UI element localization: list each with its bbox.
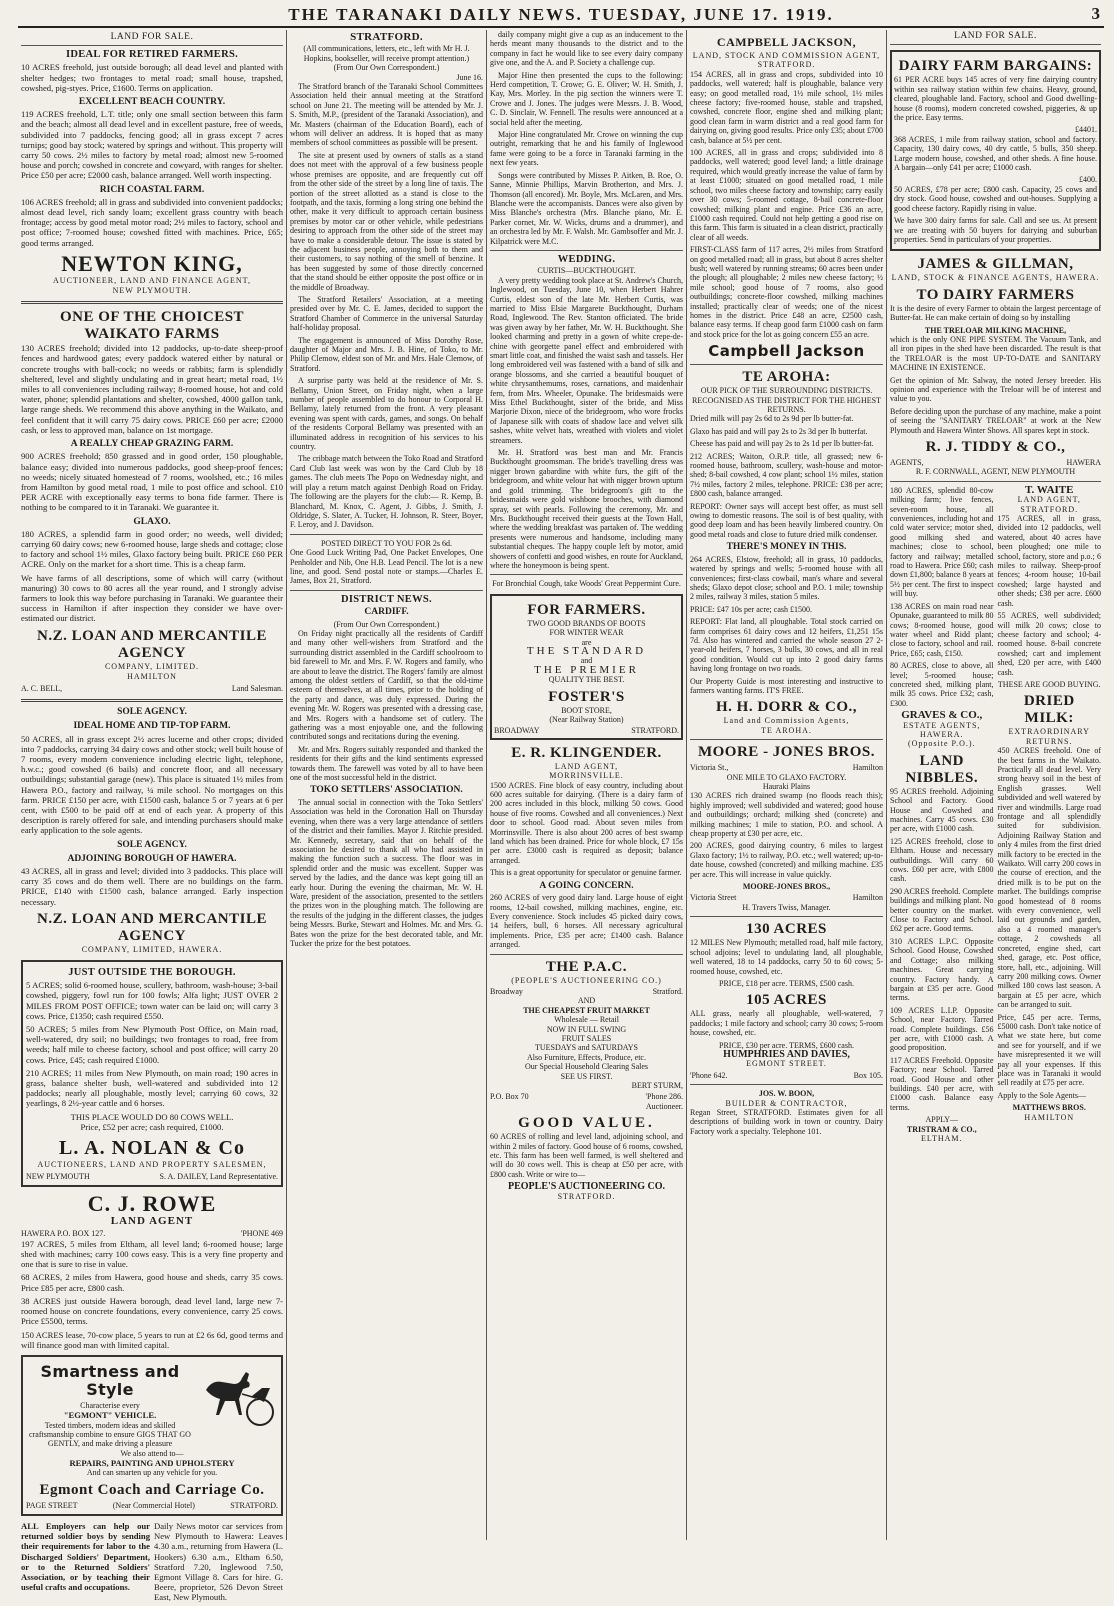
agent-name: NEWTON KING, (61, 250, 243, 276)
ad-text: 210 ACRES; 11 miles from New Plymouth, on main road; 190 acres in grass, balance shelter bush, well-watered and subdivided into 12 paddocks; nearly all ploughable, mostly level; carrying 60 cows, 32 yearlings, 8 2½-year cattle and 6 horses. (26, 1067, 278, 1109)
masthead (18, 4, 1104, 28)
divider (290, 590, 483, 591)
agent-name: JOS. W. BOON, (758, 1089, 815, 1099)
paragraph: Songs were contributed by Misses P. Aitken, B. Roe, O. Sanne, Minnie Phillips, Marvin Brotherton, and Mrs. J. Thomson (all encored). Mr. Boyle, Mrs. McLaren, and Mrs. Blanche were the accompanists. Dances were also given by Miss Blanche's orchestra (Mrs. Blanche piano, Mr. E. Parker cornet, Mr. W. Wicks, drums and a drummer), and an orchestra led by Mr. F. Walsh. Mr. Gambsoffer and Mr. J. Kilpatrick were M.C. (490, 170, 683, 246)
agent-name: E. R. KLINGENDER. (511, 744, 662, 761)
ad-text: BERT STURM, (631, 1081, 683, 1090)
ad-heading: LAND NIBBLES. (905, 752, 979, 786)
article-body (290, 82, 483, 530)
agent-town: HAMILTON (127, 671, 177, 681)
ad-text: 450 ACRES freehold. One of the best farms in the Waikato. Practically all dead level. Very strong heavy soil in the best of English grasses. Well subdivided and well watered by river and windmills. Large road frontage and all splendidly suited for subdivision. Adjoining Railway Station and only 4 miles from the first dried milk factory to be erected in the Waikato. Will carry 200 cows in the course of erection, and the dried milk is to be put on the market. The buildings comprise good homestead of 8 rooms with every convenience, well laid out grounds and garden, also a 4 roomed manager's cottage, 2 cowsheds all concreted, engine shed, cart shed, garage, etc. Post office, store, hall, etc., adjoining. Will carry 200 milking cows. Owner milked 180 cows last season. A bargain at £5 per acre, which can be arranged to suit. (997, 746, 1101, 1010)
ad-text: 900 ACRES freehold; 850 grassed and in good order, 150 ploughable, balance easy; divided into numerous paddocks, good sheep-proof fences; no weeds; nicely situated homestead of 7 rooms, woolshed, etc.; 16 miles from Hamilton by good metal road, 1 mile to post office and school. £10 PER ACRE with exceptionally easy terms to bona fide farmer. There is nothing to be compared to it in Taranaki. We guarantee it. (21, 451, 283, 513)
agent-address (494, 726, 679, 735)
egmont-top (26, 1360, 278, 1449)
column-3 (486, 30, 686, 1540)
ad-text: and (580, 656, 593, 666)
ad-text: 55 ACRES, well subdivided; will milk 20 cows; close to cheese factory and school; 4-roomed house. 8-bail concrete cowshed; cart and implement shed, £20 per acre, with £400 cash. (997, 611, 1101, 677)
ad-text: 212 ACRES; Waiton, O.R.P. title, all grassed; new 6-roomed house, bathroom, scullery, wash-house and motor-shed; 8-bail cowshed, 4 cow plant; school 1½ miles, station 7½ miles, factory 2 miles, telephone. PRICE: £38 per acre; £800 cash, balance arranged. (690, 451, 883, 499)
agent-subtitle: R. F. CORNWALL, AGENT, NEW PLYMOUTH (915, 467, 1076, 477)
ad-text: Get the opinion of Mr. Salway, the noted Jersey breeder. His opinion and experience with the Treloar will be of interest and value to you. (890, 375, 1101, 404)
ad-text: Our Property Guide is most interesting and instructive to farmers wanting farms. IT'S FREE. (690, 676, 883, 695)
ad-text: For Bronchial Cough, take Woods' Great Peppermint Cure. (492, 579, 681, 589)
article-subheading: TOKO SETTLERS' ASSOCIATION. (310, 785, 463, 796)
ad-text: Daily News motor car services from New Plymouth to Hawera: Leaves 4.30 a.m., returning from Hawera (L. Hookers) 6.30 a.m., Eltham 6.50, Stratford 7.20, Inglewood 7.50, Egmont Village 8. Cars for hire. G. Beere, proprietor, 526 Devon Street East, New Plymouth. (154, 1520, 283, 1603)
ad-text: Cheese has paid and will pay 2s to 2s 1d per lb butter-fat. (690, 439, 874, 449)
ad-text: 100 ACRES, all in grass and crops; subdivided into 8 paddocks, well watered; good level land; a little drainage required, which would greatly increase the value of farm by at least £1000; situated on good metalled road, 1 mile school, two miles cheese factory and township; carry easily over 30 cows; 5-roomed cottage, 8-bail concrete-floor cowshed; milking plant and engine. Price £36 an acre, £1000 cash required. Could not help getting a good rise on this farm. This farm is situated in a clean district, practically clear of all weeds. (690, 148, 883, 242)
ad-text: FOR WINTER WEAR (549, 628, 624, 638)
ad-text: 180 ACRES, a splendid farm in good order; no weeds, well divided; carrying 60 dairy cows; new 6-roomed house, large sheds and cottage; close to factory and school 1½ miles, Glaxo factory being built. PRICE £60 PER ACRE. Only on the market for a short time. This is a cheap farm. (21, 528, 283, 570)
agent-name: R. J. TIDDY & CO., (925, 439, 1066, 455)
phone: 'Phone 286. (645, 1092, 683, 1102)
salesman-role: Land Salesman. (231, 683, 283, 693)
agent-name: T. WAITE (1024, 483, 1074, 496)
po-box: P.O. Box 70 (490, 1092, 529, 1102)
agent-subtitle: COMPANY, LIMITED. (104, 661, 200, 671)
agent-town: TE AROHA. (761, 725, 812, 735)
ad-heading: GLAXO. (133, 516, 171, 527)
agent-signature (21, 684, 283, 694)
agent-subtitle: BUILDER & CONTRACTOR, (725, 1098, 848, 1108)
po-box: Box 105. (853, 1070, 883, 1080)
ad-text: SEE US FIRST. (560, 1071, 613, 1081)
ad-text: REPAIRS, PAINTING AND UPHOLSTERY (69, 1458, 235, 1469)
agent-subtitle: AUCTIONEER, LAND AND FINANCE AGENT, (53, 275, 251, 285)
ad-text: 68 ACRES, 2 miles from Hawera, good house and sheds, carry 35 cows. Price £85 per acre, £800 cash. (21, 1272, 283, 1293)
divider (290, 534, 483, 535)
ad-text: £400. (1079, 175, 1097, 185)
agent-name: FOSTER'S (548, 688, 625, 705)
ad-text: PRICE, £18 per acre. TERMS, £500 cash. (719, 978, 854, 988)
agent-subtitle: LAND AGENT (110, 1215, 194, 1228)
agent-subtitle: LAND, STOCK & FINANCE AGENTS, HAWERA. (891, 273, 1100, 283)
column-1 (18, 30, 286, 1603)
ad-heading: ONE OF THE CHOICEST WAIKATO FARMS (59, 309, 245, 343)
agent-name: JAMES & GILLMAN, (917, 256, 1074, 273)
article-subheading: CURTIS—BUCKTHOUGHT. (537, 266, 636, 276)
ad-text: are (581, 637, 592, 647)
agent-contact (21, 1229, 283, 1239)
ad-text: Apply to the Sole Agents— (997, 1090, 1086, 1100)
ad-text: BOOT STORE, (561, 705, 612, 715)
ad-text: Regan Street, STRATFORD. Estimates given for all descriptions of building work in town or country. Dairy Factory work a specialty. Telephone 101. (690, 1107, 883, 1136)
agent-subtitle: (PEOPLE'S AUCTIONEERING CO.) (511, 975, 662, 985)
ad-text: It is the desire of every Farmer to obtain the largest percentage of Butter-fat. He can make certain of doing so by installing (890, 303, 1101, 323)
street: Victoria Street (690, 893, 737, 903)
agent-name: Egmont Coach and Carriage Co. (39, 1481, 265, 1498)
agent-role: AGENTS, (890, 458, 924, 467)
brand-standard: THE STANDARD (526, 644, 647, 657)
ad-text: OUR PICK OF THE SURROUNDING DISTRICTS. (700, 386, 873, 396)
ad-text: 60 ACRES of rolling and level land, adjoining school, and within 2 miles of factory. Good house of 6 rooms, cowshed, etc. This farm has been well farmed, is well sheltered and will do 30 cows well. This is cheap at £50 per acre, with £800 cash. Write or wire to— (490, 1132, 683, 1179)
agent-town: NEW PLYMOUTH (26, 1172, 90, 1182)
article-note: (All communications, letters, etc., left with Mr H. J. Hopkins, bookseller, will receive prompt attention.) (303, 44, 470, 63)
divider (690, 1084, 883, 1085)
article-heading: WEDDING. (557, 253, 616, 265)
ad-text: 200 ACRES, good dairying country, 6 miles to largest Glaxo factory; 1½ to railway, P.O. etc.; well watered; up-to-date house, cowshed (concreted) and milking machine. £35 per acre. This will increase in value quickly. (690, 841, 883, 879)
section-header: LAND FOR SALE. (21, 30, 283, 46)
ad-heading: A GOING CONCERN. (539, 880, 634, 891)
article-heading: DISTRICT NEWS. (341, 593, 432, 605)
ad-text: 138 ACRES on main road near Opunake, guaranteed to milk 80 cows; 8-roomed house, good water wheel and Ridd plant; close to factory, school and rail. Price, £65; cash, £150. (890, 601, 994, 658)
column-2 (286, 30, 486, 1540)
ad-text: ALL grass, nearly all ploughable, well-watered, 7 paddocks; 1 mile factory and school; carry 30 cows; 5-room house, cowshed, etc. (690, 1009, 883, 1038)
agent-town: HAMILTON (1024, 1112, 1075, 1122)
phone: 'PHONE 469 (240, 1228, 283, 1238)
ad-box-farmers (490, 594, 683, 740)
two-col-lower (890, 483, 1101, 1144)
agent-town: STRATFORD. (557, 1191, 616, 1201)
ad-heading: RICH COASTAL FARM. (99, 184, 205, 195)
ad-text: PRICE, £30 per acre. TERMS, £600 cash. (719, 1040, 854, 1050)
agent-name: CAMPBELL JACKSON, (716, 35, 857, 49)
ad-text: Before deciding upon the purchase of any machine, make a point of seeing the "SANITARY TRELOAR" at work at the New Plymouth and Hawera Winter Shows. All spares kept in stock. (890, 406, 1101, 435)
ad-text: THIS PLACE WOULD DO 80 COWS WELL. (70, 1111, 234, 1122)
agent-town: MORRINSVILLE. (549, 771, 624, 781)
bottom-ads (21, 1521, 283, 1606)
street: BROADWAY (494, 726, 540, 736)
ad-text: 260 ACRES of very good dairy land. Large house of eight rooms, 12-bail cowshed, milking machines, engine, etc. Every convenience. Stock includes 45 picked dairy cows, 14 heifers, bull, 6 horses. All necessary agricultural implements. Price, £35 per acre; £1400 cash. Balance arranged. (490, 893, 683, 950)
divider (21, 301, 283, 304)
agent-name: Campbell Jackson (708, 342, 865, 361)
ad-heading: IDEAL FOR RETIRED FARMERS. (65, 49, 239, 61)
ad-text: We have farms of all descriptions, some of which will carry (without manuring) 30 cows to 80 acres all the year round, and I strongly advise farmers to look this way before purchasing in Taranaki. We guarantee their success in Hamilton if after inspection they consider we have over-estimated our district. (21, 572, 283, 624)
ad-heading: ADJOINING BOROUGH OF HAWERA. (67, 853, 237, 864)
ad-text: 154 ACRES, all in grass and crops, subdivided into 10 paddocks, well watered; half is ploughable, balance very easy; on good metalled road, 1½ mile school, 1½ miles cheese factory; five-roomed house, stable and trapshed, cowshed, concrete floor, engine shed and milking plant; good clean farm in warm district and a real good farm for dairying on, giving good results. Price only £35; about £700 cash, balance at 5½ per cent. (690, 69, 883, 145)
ad-text: 80 ACRES, close to above, all level; 5-roomed house; concreted shed, milking plant, milk 35 cows. Price £32; cash, £300. (890, 661, 994, 708)
ad-text: QUALITY THE BEST. (548, 675, 625, 685)
agent-name: H. H. DORR & CO., (716, 699, 857, 716)
ad-text: Wholesale — Retail (554, 1015, 619, 1025)
ad-text: This is a great opportunity for speculator or genuine farmer. (490, 868, 682, 878)
ad-text: 50 ACRES, all in grass except 2½ acres lucerne and other crops; divided into 7 paddocks, carrying 34 dairy cows and other stock; well built house of 7 rooms, every modern convenience including electric light, telephone, h.w.c.; good cowshed (6 bails) and concrete floor, and all necessary outbuildings; substantial garage (new). This place is situated 1½ miles from Hawera P.O., factory and railway, ¼ mile school. No mortgages on this farm. PRICE £150 per acre, with £1500 cash, balance 5 or 7 years at 6 per cent, with £500 to be paid off at end of each year. A property of this description is rarely offered for sale, and intending purchasers should make early application to the sole agents. (21, 733, 283, 836)
ad-heading: DRIED MILK: (1023, 693, 1075, 727)
article-body (490, 276, 683, 571)
ad-text: We have 300 dairy farms for sale. Call and see us. At present we are treating with 50 buyers for dairying and suburban properties. Send in particulars of your properties. (894, 216, 1097, 244)
paragraph: Mr. H. Stratford was best man and Mr. Francis Buckthought groomsman. The bride's travelling dress was nigger brown gabardine with white furs, the gift of the bridegroom, and white velour hat with nigger brown upturn and gold trimming. The bridegroom's gift to the bridesmaids were gold wishbone brooches, with diamond spray, set with pearls. Following the ceremony, Mr. and Mrs. Buckthought received their guests at the Town Hall, where the wedding breakfast was partaken of. The wedding presents were numerous and handsome, including many substantial cheques. The happy couple left by motor, amid showers of confetti and good wishes, en route for Auckland, where the honeymoon is being spent. (490, 448, 683, 570)
ad-text: Also Furniture, Effects, Produce, etc. (527, 1052, 646, 1062)
ad-text: Dried milk will pay 2s 6d to 2s 9d per lb butter-fat. (690, 414, 854, 424)
ad-text: Hauraki Plains (762, 782, 811, 791)
street: Victoria St., (690, 763, 729, 773)
ad-heading: THERE'S MONEY IN THIS. (726, 542, 847, 553)
horse-carriage-icon (198, 1360, 278, 1430)
town: Hamilton (852, 763, 883, 773)
agent-subtitle: EGMONT STREET. (746, 1059, 827, 1069)
agent-representative: S. A. DAILEY, Land Representative. (159, 1172, 278, 1182)
ad-text: 50 ACRES; 5 miles from New Plymouth Post Office, on Main road, well-watered, dry soil; no buildings; two frontages to road, free from weeds; half mile to cheese factory, school and post office; will carry 20 cows. Price, £45; cash required £1000. (26, 1024, 278, 1065)
ad-text: 5 ACRES; solid 6-roomed house, scullery, bathroom, wash-house; 3-bail cowshed, piggery, fowl run for 100 fowls; Alfa light; JUST OVER 2 MILES FROM POST OFFICE; town water can be laid on; will carry 3 cows. Price, £1350; cash required £550. (26, 980, 278, 1021)
ad-text: (Near Railway Station) (549, 715, 624, 724)
divider (690, 739, 883, 740)
ad-text: Tested timbers, modern ideas and skilled craftsmanship combine to ensure GIGS THAT GO GENTLY, and make driving a pleasure (29, 1420, 191, 1449)
ad-text: Price, £45 per acre. Terms, £5000 cash. Don't take notice of what we state here, but come and see for yourself, and if we have misrepresented it we will pay all your expenses. If this place was in Taranaki it would sell readily at £75 per acre. (997, 1012, 1101, 1088)
paragraph: A very pretty wedding took place at St. Andrew's Church, Inglewood, on Tuesday, June 10, when Herbert Hahrer Curtis, eldest son of the late Mr. Herbert Curtis, was married to Miss Elsie Margarete Buckthought, Durham Road, Inglewood. The Rev. Stanton officiated. The bride was given away by her father, Mr. W. H. Buckthought. She looked charming and pretty in a gown of white crepe-de-chine with georgette panel effect and embroidered with smart little coat, and finished the waist sash and tassels. Her long embroidered veil was fastened with a band of silk and orange blossoms, and she carried a beautiful bouquet of white chrysanthemums, roses, carnations, and maidenhair fern, from Mrs. Wheeler, Opunake. The bridesmaids were Miss Ethel Buckthought, sister of the bride, and Miss Marjorie Dixon, niece of the bridegroom, who wore frocks of Japanese silk with coats of shadow lace and velvet silk sashes, white velvet hats, wreathed with violets and violet streamers. (490, 275, 683, 445)
section-header: LAND FOR SALE. (890, 30, 1101, 45)
ad-text: 130 ACRES rich drained swamp (no floods reach this); highly improved; well subdivided and watered; good house and outbuildings; orchard; milking shed (concrete) and milking machines; 1 mile to station, P.O. and school. A cheap property at £30 per acre, etc. (690, 791, 883, 839)
ad-text: 175 ACRES, all in grass, divided into 12 paddocks, well watered, about 40 acres have been ploughed; one mile to school, factory, store and p.o.; 6 miles to railway. Sheep-proof fences; 4-room house; 10-bail cowshed; large haysted and other sheds; £38 per acre. £600 cash. (997, 514, 1101, 608)
agent-name: GRAVES & CO., (901, 709, 983, 722)
ad-text: REPORT: Flat land, all ploughable. Total stock carried on farm comprises 61 dairy cows and 12 heifers, £1,251 15s 7d. Also has wintered and carried the whole season 27 2-year-old heifers, 7 horses, 3 bulls, 30 cows, and all in real good condition. Would cut up into 2 good dairy farms having long frontage on two roads. (690, 617, 883, 674)
divider (490, 574, 683, 575)
agent-name: L. A. NOLAN & Co (58, 1137, 245, 1160)
agent-town: NEW PLYMOUTH. (112, 286, 192, 296)
ad-text: which is the only ONE PIPE SYSTEM. The Vacuum Tank, and all iron pipes in the shed have been discarded. The result is that the TRELOAR is the most UP-TO-DATE and SANITARY MACHINE IN EXISTENCE. (890, 334, 1101, 373)
ad-heading: GOOD VALUE. (518, 1115, 655, 1132)
paragraph: The engagement is announced of Miss Dorothy Rose, daughter of Major and Mrs. J. B. Hine, of Toko, to Mr. Philip Clemow, eldest son of Mr. and Mrs. Hale Clemow, of Stratford. (290, 335, 483, 373)
agent-address (26, 1501, 278, 1511)
ad-text: 109 ACRES L.I.P. Opposite School, near Factory. Tarred road. Complete buildings. £56 per acre, with £1000 cash. A good proposition. (890, 1005, 994, 1053)
column-5 (886, 30, 1104, 1540)
paragraph: A surprise party was held at the residence of Mr. S. Bellamy, Union Street, on Friday night, when a large number of people assembled to do honour to Corporal H. Bellamy, lately returned from the front. A very pleasant evening was spent with cards, games, and songs. On behalf of the residents Corporal Bellamy was presented with an illuminated address in recognition of his services to his country. (290, 376, 483, 452)
ad-text: 180 ACRES, splendid 80-cow milking farm; live fences, seven-room house, all conveniences, including hot and cold water service; motor shed, good milking shed and machines; close to school, factory and railway; metalled road to Hawera. Price £60; cash down £1,800; balance 8 years at 5½ per cent. The first to inspect will buy. (890, 485, 994, 599)
article-body (290, 798, 483, 949)
agent-address (690, 763, 883, 772)
ad-text: 368 ACRES, 1 mile from railway station, school and factory. Capacity, 130 dairy cows, 40 dry cattle, 5 bulls, 350 sheep. Large modern house, cowshed, and other sheds. A fine house. A bargain—only £41 per acre; £1000 cash. (894, 134, 1097, 173)
agent-name: PEOPLE'S AUCTIONEERING CO. (508, 1181, 665, 1193)
ad-text: 61 PER ACRE buys 145 acres of very fine dairying country within sea railway station within few chains. Heavy, ground, cleared, ploughable land. Factory, school and Good dwelling-house (8 rooms), modern concreted cowshed, piggeries, & up the price. Easy terms. (894, 75, 1097, 123)
paragraph: daily company might give a cup as an inducement to the herds meant many thousands to the district and to the company in fact he would like to see every dairy company give one, and the A. and P. Society a challenge cup. (490, 30, 683, 68)
phone: 'Phone 642. (690, 1070, 728, 1080)
newspaper-title: THE TARANAKI DAILY NEWS. TUESDAY, JUNE 17. 1919. (288, 5, 834, 24)
ad-text: 10 ACRES freehold, just outside borough; all dead level and planted with shelter hedges; two frontages to metal road; small house, trapshed, cowshed, pig-styes. Price, £1600. Terms on application. (21, 62, 283, 93)
ad-text: REPORT: Owner says will accept best offer, as must sell owing to domestic reasons. The soil is of best quality, with good deep loam and has been heavily limbered country. On good metal roads and close to future dried milk condenser. (690, 501, 883, 539)
town: STRATFORD. (230, 1500, 278, 1510)
street: Broadway (490, 986, 523, 996)
divider (490, 250, 683, 251)
ad-text: Auctioneer. (645, 1101, 683, 1111)
agent-name: TRISTRAM & CO., (906, 1124, 977, 1134)
agent-subtitle: COMPANY, LIMITED, HAWERA. (81, 944, 223, 954)
ad-heading: Smartness and Style (40, 1361, 180, 1399)
ad-text: One Good Luck Writing Pad, One Packet Envelopes, One Penholder and Nib, One H.B. Lead Pencil. The lot is a new line, and good. Send postal note or stamps.—Charles E. James, Box 21, Stratford. (290, 548, 483, 586)
agent-contact (890, 458, 1101, 467)
ad-text: 264 ACRES, Elstow, freehold; all in grass, 10 paddocks, watered by springs and wells; 5-roomed house with all conveniences; first-class cowbail, man's whare and several sheds; Glaxo depot close; school and P.O. 1 mile; township 2 miles, railway 3 miles, station 5 miles. (690, 554, 883, 602)
ad-text: ONE MILE TO GLAXO FACTORY. (726, 772, 847, 782)
agent-subtitle: LAND AGENT, STRATFORD. (1017, 495, 1081, 514)
divider (690, 364, 883, 365)
paragraph: The Stratford branch of the Taranaki School Committees Association held their annual meeting at the Stratford school on June 21. The meeting will be attended by Mr. J. S. Smith, M.P., (president of the Taranaki Association), and Mr. Masters (chairman of the Education Board), each of whom will deliver an address. It is hoped that as many members of school committees as possible will be present. (290, 82, 483, 148)
agent-name: N.Z. LOAN AND MERCANTILE AGENCY (37, 627, 267, 661)
ad-text: AND (577, 996, 596, 1006)
ad-text: 50 ACRES, £78 per acre; £800 cash. Capacity, 25 cows and dry stock. Good house, cowshed and out-houses. Supplying a good cheese factory. Rapidly rising in value. (894, 184, 1097, 213)
ad-text: 1500 ACRES. Fine block of easy country, including about 600 acres suitable for dairying. (There is a dairy farm of 200 acres included in this block, milking 50 cows. Good house of five rooms. Cowshed and all conveniences.) Next door to school. Good road. About seven miles from Morrinsville. There is also about 200 acres of best swamp land which has been drained. Price for whole block, £7 15s per acre. £3000 cash is required as deposit; balance arranged. (490, 780, 683, 865)
agent-name: MATTHEWS BROS. (1012, 1103, 1086, 1113)
ad-text: 117 ACRES Freehold. Opposite Factory; near School. Tarred road. Good House and other buildings. £40 per acre, with £1000 cash. Balance easy terms. (890, 1055, 994, 1112)
ad-heading: JUST OUTSIDE THE BOROUGH. (68, 967, 236, 979)
paragraph: The Stratford Retailers' Association, at a meeting presided over by Mr. C. E. James, decided to support the Stratford Chamber of Commerce in the universal Saturday half-holiday proposal. (290, 294, 483, 333)
ad-text: RECOGNISED AS THE DISTRICT FOR THE HIGHEST RETURNS. (692, 395, 881, 414)
town: Hamilton (852, 893, 883, 903)
ad-text: 95 ACRES freehold. Adjoining School and Factory. Good House and Cowshed and machines. Carry 45 cows. £30 per acre, with £1000 cash. (890, 786, 994, 834)
paragraph: The cribbage match between the Toko Road and Stratford Card Club last week was won by the Card Club by 18 games. The club meets The Popo on Wednesday night, and will play a return match against Denbigh Road on Friday. The following are the players for the club:— R. Kemp, B. Blanchard, M. Knox, C. Agent, J. Gibbs, J. Smith, J. Oldridge, S. Slater, A. Tucker, H. Johnson, R. Steer, Boyer, F. Leroy, and J. Davidson. (290, 454, 484, 530)
ad-text: 197 ACRES, 5 miles from Eltham, all level land; 6-roomed house; large shed with machines; carry 100 cows easy. This is a very fine property and one that is sure to rise in value. (21, 1238, 283, 1270)
ad-heading: SOLE AGENCY. (117, 707, 187, 718)
ad-text: 12 MILES New Plymouth; metalled road, half mile factory, school adjoins; level to undulating land, all ploughable, well watered, 18 to 14 paddocks, carry 50 to 60 cows; 5-roomed house, cowshed, etc. (690, 938, 883, 976)
ad-heading: TE AROHA: (742, 369, 831, 386)
agent-name: C. J. ROWE (87, 1191, 217, 1217)
ad-text: 119 ACRES freehold, L.T. title; only one small section between this farm and the beach; almost all dead level and in excellent pasture, free of weeds, subdivided into 7 paddocks, fencing good; all in grass except 7 acres turnips; good bay stock; watered by springs and without. This property will carry 50 cows. 2½ miles to factory by metal road; almost new 5-roomed house and porch; cowshed in concrete and cowyard, with ranges for shelter. Price £50 per acre; £2000 cash, balance arranged. Well worth inspecting. (21, 109, 283, 181)
ad-text: "EGMONT" VEHICLE. (63, 1410, 157, 1421)
ad-box-egmont (21, 1355, 283, 1516)
ad-text: 290 ACRES freehold. Complete buildings and milking plant. No better country on the market. Close to Factory and School. £62 per acre. Good terms. (890, 886, 994, 934)
agent-subtitle: LAND AGENT, (554, 761, 619, 771)
agent-name: MOORE - JONES BROS. (697, 744, 876, 761)
ad-heading: TO DAIRY FARMERS (916, 286, 1075, 303)
po-box: HAWERA P.O. BOX 127. (21, 1228, 106, 1238)
ad-text: Characterise every (80, 1400, 140, 1410)
ad-text: THE TRELOAR MILKING MACHINE, (924, 325, 1067, 335)
article-subheading: CARDIFF. (364, 607, 409, 618)
agent-name: N.Z. LOAN AND MERCANTILE AGENCY (37, 910, 267, 944)
ad-box-bargains (890, 50, 1101, 251)
ad-text: 43 ACRES, all in grass and level; divided into 3 paddocks. This place will carry 35 cows and do them well. There are no buildings on the farm. PRICE, £140 with £1500 cash, balance arranged. Early inspection necessary. (21, 866, 283, 907)
ad-text: 130 ACRES freehold; divided into 12 paddocks, up-to-date sheep-proof fences and hardwood gates; every paddock watered either by natural or concrete troughs with ball-cock; no weeds or rabbits; farm is splendidly sheltered, level and slightly undulating and in great heart; metal road, 1½ miles to all conveniences including railway; 8-roomed house, hot and cold water, phone; splendid plantations and shelter, cowshed, 4000 gallon tank, large range sheds. We recommend this above anything in the Waikato, and feel confident that it will carry 75 dairy cows. PRICE £60 per acre; £2000 cash, or less to approved man, balance on 1st mortgage. (21, 343, 283, 435)
page-number: 3 (1091, 4, 1100, 23)
agent-subtitle: AUCTIONEERS, LAND AND PROPERTY SALESMEN, (37, 1160, 267, 1170)
ad-heading: POSTED DIRECT TO YOU FOR 2s 6d. (320, 538, 453, 548)
article-byline: (From Our Own Correspondent.) (333, 63, 440, 73)
agent-name: MOORE-JONES BROS., (742, 882, 831, 892)
agent-subtitle: ESTATE AGENTS, HAWERA. (903, 720, 981, 739)
ad-heading: SOLE AGENCY. (117, 839, 187, 850)
ad-heading: 105 ACRES (746, 992, 827, 1009)
ad-text: Glaxo has paid and will pay 2s to 2s 3d per lb butterfat. (690, 426, 868, 436)
ad-text: £4401. (1075, 125, 1097, 135)
brand-premier: THE PREMIER (534, 663, 639, 676)
agent-town: (Opposite P.O.). (907, 739, 976, 749)
town: STRATFORD. (631, 726, 679, 736)
ad-text: TWO GOOD BRANDS OF BOOTS (527, 618, 646, 628)
ad-heading: A REALLY CHEAP GRAZING FARM. (70, 439, 234, 450)
article-heading: STRATFORD. (350, 31, 423, 43)
landmark: (Near Commercial Hotel) (112, 1500, 195, 1510)
paragraph: Major Hine congratulated Mr. Crowe on winning the cup outright, remarking that he and his family of Inglewood fame were going to be a force in Taranaki farming in the next few years. (490, 130, 683, 168)
ad-heading: EXCELLENT BEACH COUNTRY. (78, 97, 226, 108)
ad-text: 125 ACRES freehold, close to Eltham. House and necessary outbuildings. Will carry 60 cows. £60 per acre, with £800 cash. (890, 836, 994, 884)
agent-signature (26, 1172, 278, 1182)
divider (490, 954, 683, 955)
ad-text: 310 ACRES L.P.C. Opposite School. Good House, Cowshed and Cottage; also milking machines. Great carrying country. Factory handy. A bargain at £35 per acre. Good terms. (890, 936, 994, 1003)
divider (890, 481, 1101, 482)
salesman-name: A. C. BELL, (21, 683, 63, 693)
ad-heading: IDEAL HOME AND TIP-TOP FARM. (73, 721, 231, 732)
ad-heading: DAIRY FARM BARGAINS: (898, 58, 1093, 75)
agent-subtitle: LAND, STOCK AND COMMISSION AGENT, STRATFORD. (692, 51, 881, 70)
ad-text: TUESDAYS and SATURDAYS (535, 1043, 638, 1053)
agent-subtitle: Land and Commission Agents, (723, 716, 850, 726)
ad-text: FIRST-CLASS farm of 117 acres, 2½ miles from Stratford on good metalled road; all in grass, but about 8 acres shelter bush; well watered by running streams; 60 acres been under the plough; all ploughable; 2 miles new cheese factory; ½ mile school; good house of 7 rooms, also good outbuildings; concrete-floor cowshed, milking machines installed; practically clear of weeds; one of the nicest homes in the district. Price £48 an acre, £2500 cash, balance easy terms. If cheap good farm £1000 cash on farm and stock price for the lot as going concern £55 an acre. (690, 245, 883, 339)
town: Stratford. (652, 986, 683, 996)
agent-contact (690, 1071, 883, 1080)
ad-text: And can smarten up any vehicle for you. (86, 1468, 218, 1478)
column-4 (686, 30, 886, 1540)
agent-name: THE P.A.C. (545, 958, 628, 975)
agent-address (490, 987, 683, 996)
ad-box-outside-borough (21, 960, 283, 1187)
paragraph: On Friday night practically all the residents of Cardiff and many other well-wishers from Stratford and the surrounding district assembled in the Cardiff schoolroom to bid farewell to Mr. and Mrs. F. W. Rogers and family, who are about to leave the district. The Rogers' family are almost among the oldest settlers of Cardiff, so that the old-time esteem of themselves, at all times, prior to the holding of the party and dance, was duly expressed. During the evening Mr. W. Rogers was presented with a dressing case, and Mrs. Rogers with a handsome set of cutlery. The gathering was a most enjoyable one, and the following contributed songs and recitations during the evening. (290, 628, 484, 742)
ad-subheading: EXTRAORDINARY RETURNS. (1008, 727, 1090, 746)
agent-contact (490, 1092, 683, 1101)
divider (21, 699, 283, 702)
ad-text: PRICE: £47 10s per acre; cash £1500. (690, 604, 812, 614)
article-byline: (From Our Own Correspondent.) (333, 619, 440, 629)
ad-text: We also attend to— (120, 1448, 184, 1458)
agent-town: HAWERA (1066, 458, 1101, 467)
ad-text: FRUIT SALES (561, 1033, 612, 1043)
ad-text: 150 ACRES lease, 70-cow place, 5 years to run at £2 6s 6d, good terms and will finance good man with limited capital. (21, 1329, 283, 1350)
article-body (490, 30, 683, 246)
paragraph: Mr. and Mrs. Rogers suitably responded and thanked the residents for their gifts and the kind sentiments expressed towards them. The farewell was voted by all to have been one of the most successful held in the district. (290, 744, 483, 783)
horse-carriage-illustration (198, 1360, 278, 1449)
ad-text: NOW IN FULL SWING (546, 1024, 627, 1034)
agent-town: ELTHAM. (920, 1134, 963, 1143)
ad-heading: 130 ACRES (746, 921, 827, 938)
article-date: June 16. (456, 72, 483, 82)
agent-address (690, 893, 883, 902)
paragraph: The site at present used by owners of stalls as a stand does not meet with the approval of a few business people whose premises are opposite, and are frequently cut off from the other side of the street by a long line of taxis. The portion of the street allotted as a stand is close to the footpath, and the taxis, forming a long string one behind the other, make it very difficult to approach certain business premises by motor car or other vehicle, while pedestrians desiring to approach from the other side of the street may have to make a considerable detour. The issue is stated by the adjacent business people, annoying both to them and their customers, to say nothing of the smell of benzine. It has been suggested by some of those directly concerned that the stand should be either opposite the post office or in the middle of Broadway. (290, 150, 483, 292)
ad-text: Our Special Household Clearing Sales (524, 1062, 649, 1072)
ad-text: THESE ARE GOOD BUYING. (997, 679, 1101, 689)
ad-text: 38 ACRES just outside Hawera borough, dead level land, large new 7-roomed house on concrete foundations, every convenience, carry 25 cows. Price £5500, terms. (21, 1295, 283, 1327)
agent-name: HUMPHRIES AND DAVIES, (723, 1048, 850, 1060)
manager-name: H. Travers Twiss, Manager. (742, 902, 831, 912)
ad-text: APPLY— (925, 1115, 959, 1125)
divider (690, 916, 883, 917)
street: PAGE STREET (26, 1500, 78, 1510)
paragraph: The annual social in connection with the Toko Settlers' Association was held in the Coronation Hall on Thursday evening, when there was a very large attendance of settlers of the district and their families. Mayor J. Ritchie presided. Mr. Kennedy, secretary, said that on behalf of the association he desired to thank all who had assisted in making the function such a success. The floor was in splendid order and the music was excellent. Supper was served by the ladies, and the dance was kept going till an early hour. During the evening the chairman, Mr. W. H. Ware, president of the association, presented to the settlers the prizes won in the ploughing match. The following are the results of the judging in the different classes, the judges being Messrs. Burke, Stewart and Holmes. Mr. and Mrs. G. Bates won the prize for the best decorated table, and Mr. Tucker the prize for the best potatoes. (290, 797, 483, 948)
paragraph: Major Hine then presented the cups to the following: Herd competition, T. Crowe; G. E. Oliver; W. H. Smith, J. Kay, Mrs. Morley. In the pig section the winners were T. Crowe and J. Jones. The judges were Messrs. J. B. Wood, C. D. Sinclair, W. Fennell. The results were announced at a social held after the meeting. (490, 70, 683, 127)
ad-text: 106 ACRES freehold; all in grass and subdivided into convenient paddocks; almost dead level, rich sandy loam; excellent grass country with beach frontage; access by good metal motor road; 2½ miles to factory, school and post office; 7-roomed house; cowshed fitted with machines. Price, £65; good terms arranged. (21, 196, 283, 248)
article-body (290, 629, 483, 783)
ad-text: Price, £52 per acre; cash required, £1000. (80, 1121, 224, 1132)
ad-text: ALL Employers can help our returned soldier boys by sending their requirements for labor to the Discharged Soldiers' Department, or to the Returned Soldiers' Association, or by teaching their useful crafts and occupations. (21, 1520, 150, 1593)
ad-heading: FOR FARMERS. (527, 601, 646, 618)
ad-text: THE CHEAPEST FRUIT MARKET (523, 1005, 650, 1015)
